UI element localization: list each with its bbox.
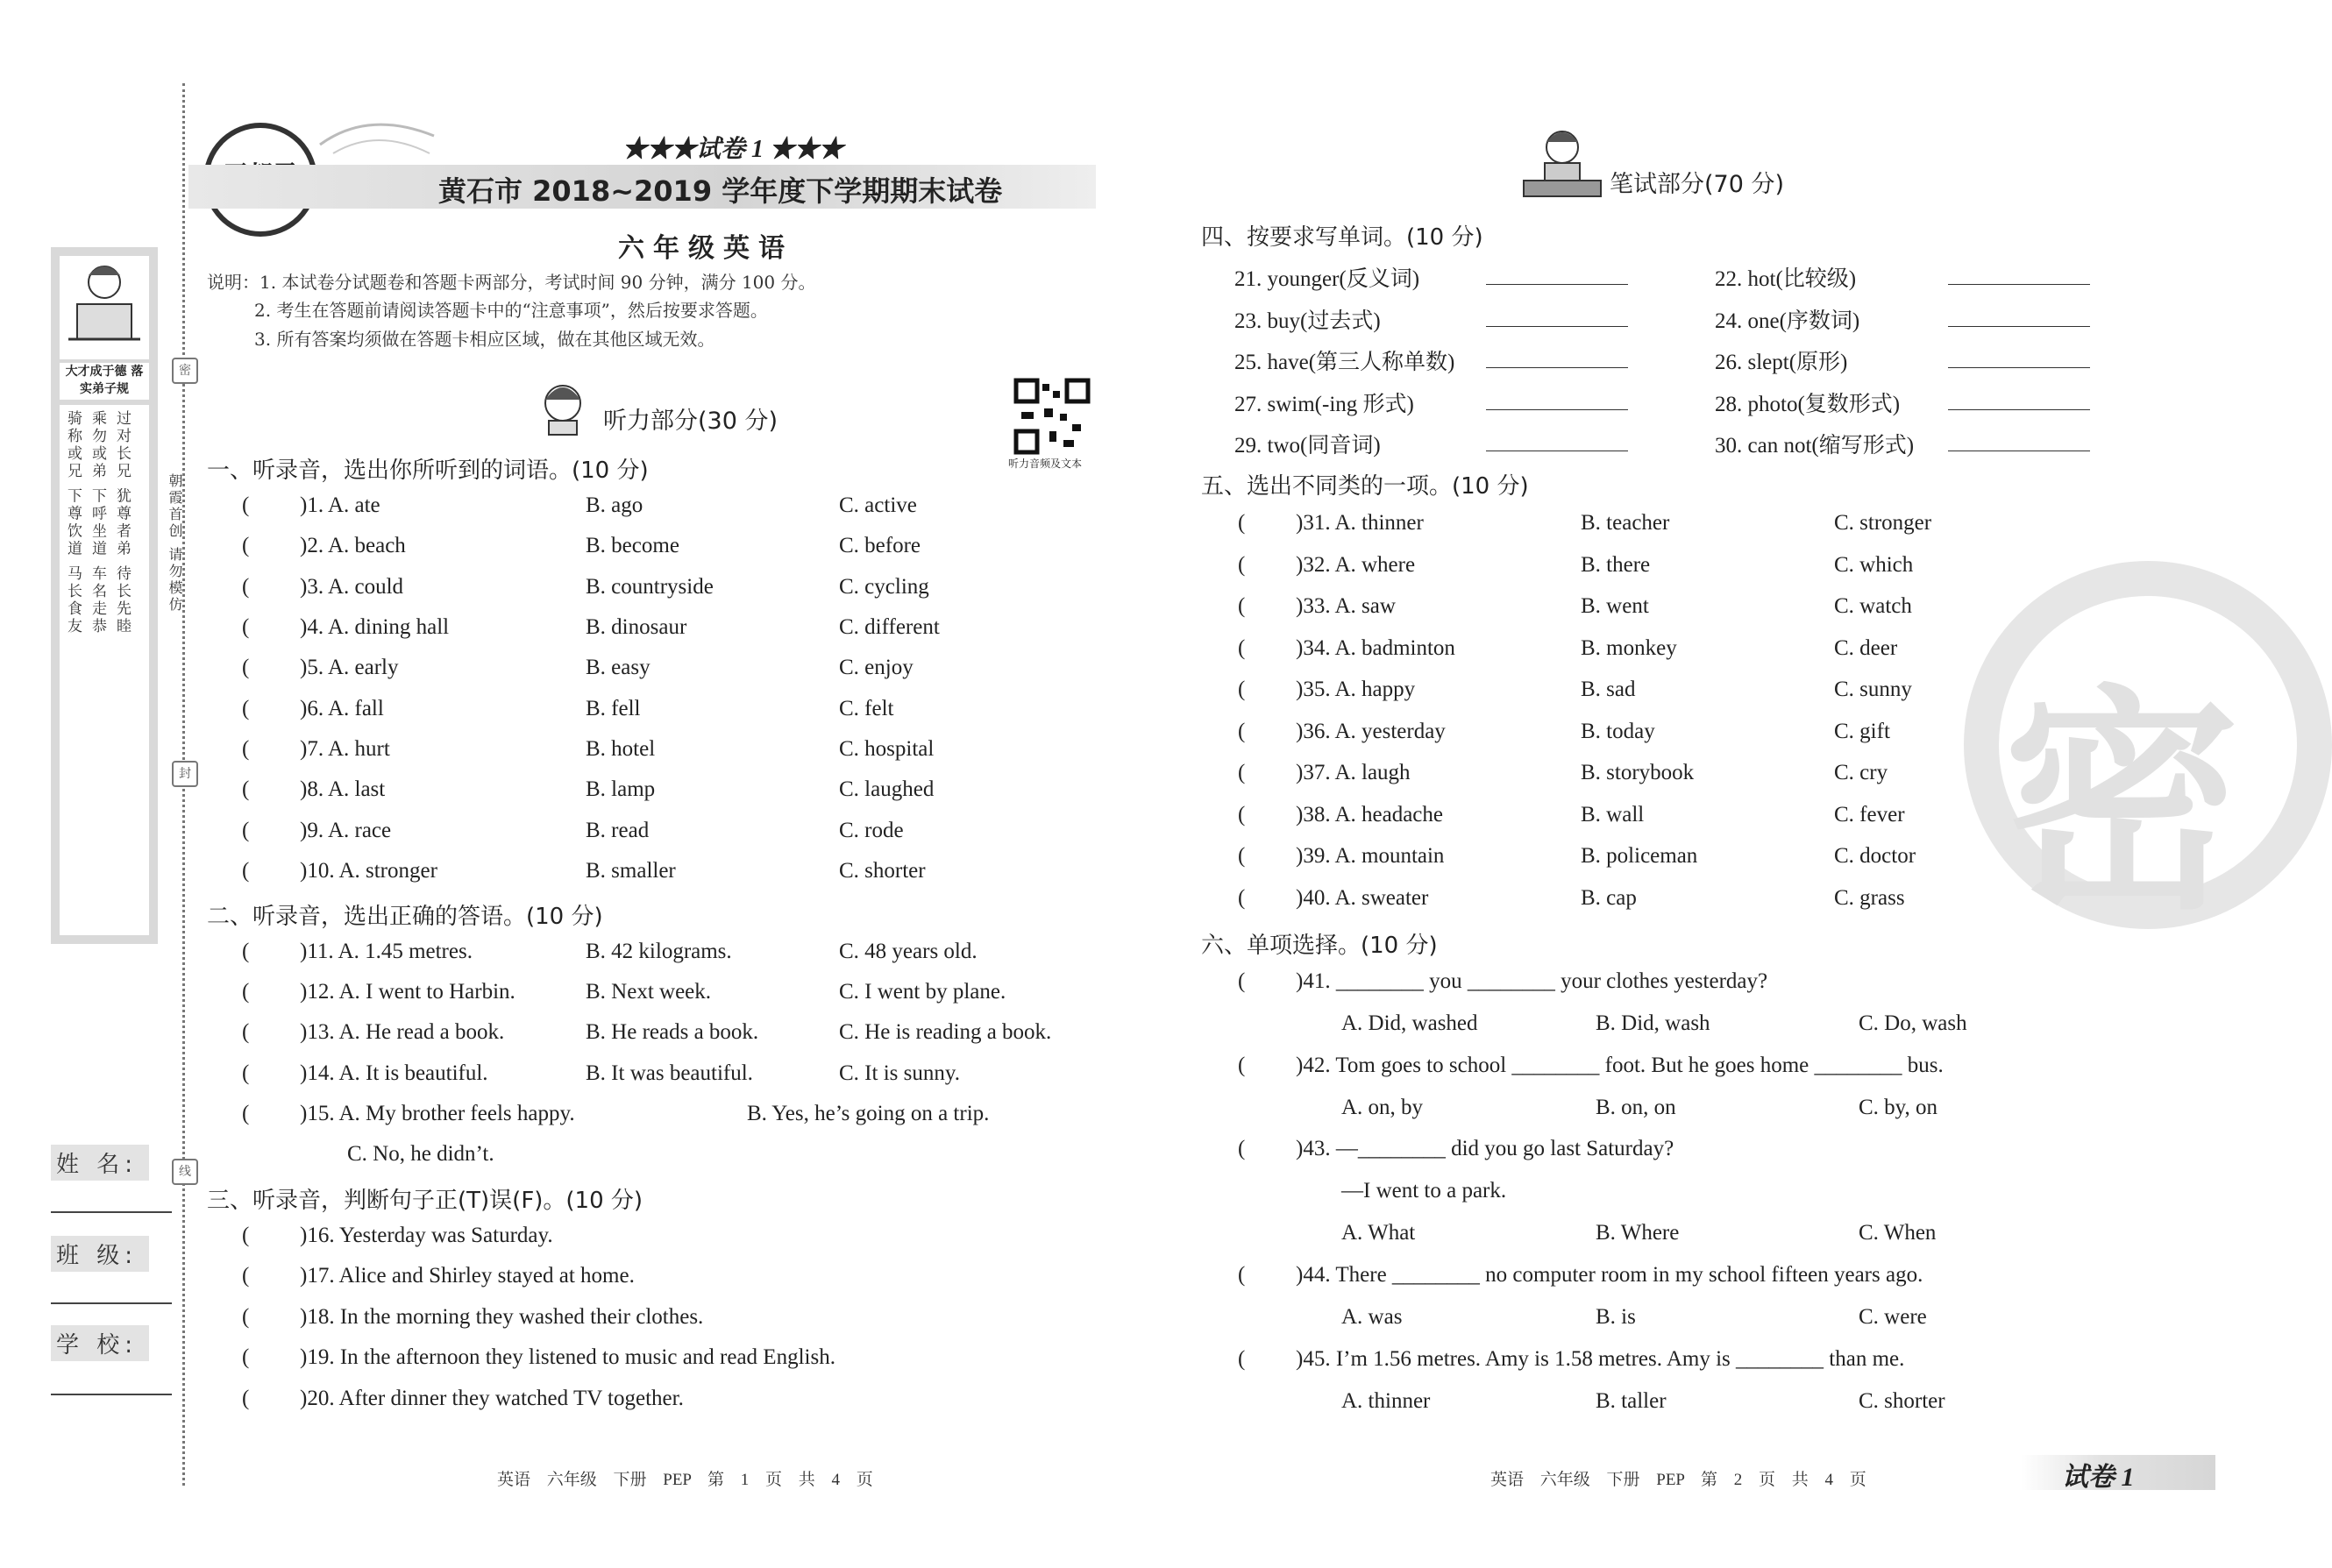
seal-mark-1: 密 xyxy=(172,358,198,384)
option-b[interactable]: B. on, on xyxy=(1596,1096,1676,1119)
option-b[interactable]: B. sad xyxy=(1581,678,1636,701)
option-b[interactable]: B. become xyxy=(586,534,679,557)
question-row[interactable]: ( )2. A. beach xyxy=(242,534,406,557)
option-b[interactable]: B. It was beautiful. xyxy=(586,1061,753,1085)
listening-title: 听力部分(30 分) xyxy=(603,408,779,435)
option-b[interactable]: B. is xyxy=(1596,1305,1636,1329)
option-c[interactable]: C. shorter xyxy=(839,859,926,883)
option-c[interactable]: C. deer xyxy=(1834,636,1898,660)
question-row[interactable]: ( )45. I’m 1.56 metres. Amy is 1.58 metres. Amy is ________ than me. xyxy=(1238,1347,1905,1371)
question-row[interactable]: ( )39. A. mountain xyxy=(1238,844,1445,868)
footer-left: 英语 六年级 下册 PEP 第 1 页 共 4 页 xyxy=(497,1471,873,1489)
question-row[interactable]: ( )43. —________ did you go last Saturday? xyxy=(1238,1137,1674,1160)
option-c[interactable]: C. laughed xyxy=(839,777,935,801)
option-b[interactable]: B. read xyxy=(586,819,650,842)
option-c[interactable]: C. I went by plane. xyxy=(839,980,1006,1004)
option-c[interactable]: C. gift xyxy=(1834,720,1890,743)
option-c[interactable]: C. shorter xyxy=(1859,1389,1945,1413)
school-line[interactable] xyxy=(51,1394,172,1395)
class-label: 班 级: xyxy=(51,1236,149,1272)
answer-blank[interactable] xyxy=(1948,409,2090,410)
question-row[interactable]: ( )9. A. race xyxy=(242,819,392,842)
question-row[interactable]: ( )42. Tom goes to school ________ foot. But he goes home ________ bus. xyxy=(1238,1054,1944,1077)
seal-mark-3: 线 xyxy=(172,1159,198,1185)
word-item: 29. two(同音词) xyxy=(1234,434,1381,458)
watermark-char: 密 xyxy=(2003,665,2240,941)
name-label: 姓 名: xyxy=(51,1145,149,1181)
option-c[interactable]: C. He is reading a book. xyxy=(839,1020,1052,1044)
option-b[interactable]: B. Yes, he’s going on a trip. xyxy=(747,1102,990,1125)
answer-blank[interactable] xyxy=(1486,409,1628,410)
motto-text: 大才成于德 落实弟子规 xyxy=(60,363,149,400)
girl-mascot-icon xyxy=(537,375,589,436)
option-c[interactable]: C. hospital xyxy=(839,737,935,761)
option-c[interactable]: C. active xyxy=(839,493,917,517)
statement-row[interactable]: ( )16. Yesterday was Saturday. xyxy=(242,1224,553,1247)
option-c[interactable]: C. grass xyxy=(1834,886,1905,910)
question-row[interactable]: ( )10. A. stronger xyxy=(242,859,437,883)
name-line[interactable] xyxy=(51,1211,172,1213)
option-a[interactable]: A. thinner xyxy=(1341,1389,1431,1413)
option-c[interactable]: C. fever xyxy=(1834,803,1905,827)
option-c[interactable]: C. cycling xyxy=(839,575,929,599)
question-row[interactable]: ( )7. A. hurt xyxy=(242,737,390,761)
writing-title: 笔试部分(70 分) xyxy=(1610,171,1785,198)
mascot-figure xyxy=(60,256,149,359)
section-4-title: 四、按要求写单词。(10 分) xyxy=(1201,224,1483,251)
option-c[interactable]: C. cry xyxy=(1834,761,1888,784)
option-b[interactable]: B. lamp xyxy=(586,777,656,801)
vertical-notice: 朝霞首创 请勿模仿 xyxy=(167,473,183,614)
option-b[interactable]: B. went xyxy=(1581,594,1649,618)
option-b[interactable]: B. 42 kilograms. xyxy=(586,940,732,963)
option-b[interactable]: B. teacher xyxy=(1581,511,1670,535)
dialogue-line: —I went to a park. xyxy=(1341,1179,1507,1203)
question-row[interactable]: ( )37. A. laugh xyxy=(1238,761,1411,784)
reading-kid-icon xyxy=(1518,123,1604,202)
word-item: 27. swim(-ing 形式) xyxy=(1234,393,1414,416)
note-2: 2. 考生在答题前请阅读答题卡中的“注意事项”，然后按要求答题。 xyxy=(254,300,768,321)
word-item: 21. younger(反义词) xyxy=(1234,267,1420,291)
option-c[interactable]: C. sunny xyxy=(1834,678,1912,701)
option-b[interactable]: B. taller xyxy=(1596,1389,1667,1413)
option-b[interactable]: B. hotel xyxy=(586,737,656,761)
answer-blank[interactable] xyxy=(1486,326,1628,327)
paper-tag: ★★★试卷 1 ★★★ xyxy=(622,136,844,163)
poem-column-1: 骑称或兄 下尊饮道 马长食友 xyxy=(64,410,82,635)
question-row[interactable]: ( )33. A. saw xyxy=(1238,594,1396,618)
word-item: 26. slept(原形) xyxy=(1715,351,1848,374)
question-row[interactable]: ( )11. A. 1.45 metres. xyxy=(242,940,473,963)
option-b[interactable]: B. He reads a book. xyxy=(586,1020,759,1044)
exam-title: 黄石市 2018~2019 学年度下学期期末试卷 xyxy=(438,174,1003,208)
option-b[interactable]: B. wall xyxy=(1581,803,1645,827)
poem-column-2: 乘勿或弟 下呼坐道 车名走恭 xyxy=(89,410,106,635)
poem-column-3: 过对长兄 犹尊者弟 待长先睦 xyxy=(113,410,131,635)
word-item: 25. have(第三人称单数) xyxy=(1234,351,1455,374)
option-c[interactable]: C. which xyxy=(1834,553,1914,577)
answer-blank[interactable] xyxy=(1948,284,2090,285)
option-b[interactable]: B. there xyxy=(1581,553,1651,577)
option-a[interactable]: A. on, by xyxy=(1341,1096,1424,1119)
boy-mascot-icon xyxy=(60,256,149,359)
word-item: 23. buy(过去式) xyxy=(1234,309,1381,333)
section-1-title: 一、听录音，选出你所听到的词语。(10 分) xyxy=(207,458,649,484)
statement-row[interactable]: ( )17. Alice and Shirley stayed at home. xyxy=(242,1264,635,1288)
option-c[interactable]: C. Do, wash xyxy=(1859,1011,1967,1035)
option-b[interactable]: B. easy xyxy=(586,656,651,679)
note-3: 3. 所有答案均须做在答题卡相应区域，做在其他区域无效。 xyxy=(254,329,715,350)
word-item: 30. can not(缩写形式) xyxy=(1715,434,1915,458)
option-b[interactable]: B. countryside xyxy=(586,575,714,599)
question-row[interactable]: ( )15. A. My brother feels happy. xyxy=(242,1102,575,1125)
section-6-title: 六、单项选择。(10 分) xyxy=(1201,933,1438,959)
question-row[interactable]: ( )4. A. dining hall xyxy=(242,615,450,639)
answer-blank[interactable] xyxy=(1948,326,2090,327)
section-3-title: 三、听录音，判断句子正(T)误(F)。(10 分) xyxy=(207,1188,643,1214)
option-c[interactable]: C. No, he didn’t. xyxy=(347,1142,494,1166)
word-item: 22. hot(比较级) xyxy=(1715,267,1857,291)
question-row[interactable]: ( )31. A. thinner xyxy=(1238,511,1424,535)
option-b[interactable]: B. policeman xyxy=(1581,844,1698,868)
option-a[interactable]: A. Did, washed xyxy=(1341,1011,1478,1035)
option-c[interactable]: C. by, on xyxy=(1859,1096,1938,1119)
footer-paper-tag: 试卷 1 xyxy=(2062,1463,2135,1492)
class-line[interactable] xyxy=(51,1302,172,1304)
option-b[interactable]: B. today xyxy=(1581,720,1655,743)
word-item: 24. one(序数词) xyxy=(1715,309,1860,333)
question-row[interactable]: ( )13. A. He read a book. xyxy=(242,1020,505,1044)
question-row[interactable]: ( )41. ________ you ________ your clothes yesterday? xyxy=(1238,969,1768,993)
option-b[interactable]: B. monkey xyxy=(1581,636,1677,660)
section-2-title: 二、听录音，选出正确的答语。(10 分) xyxy=(207,904,603,930)
option-c[interactable]: C. enjoy xyxy=(839,656,914,679)
option-b[interactable]: B. smaller xyxy=(586,859,676,883)
option-b[interactable]: B. Where xyxy=(1596,1221,1680,1245)
option-c[interactable]: C. doctor xyxy=(1834,844,1916,868)
answer-blank[interactable] xyxy=(1486,367,1628,368)
question-row[interactable]: ( )35. A. happy xyxy=(1238,678,1416,701)
footer-right: 英语 六年级 下册 PEP 第 2 页 共 4 页 xyxy=(1490,1471,1866,1489)
option-b[interactable]: B. dinosaur xyxy=(586,615,687,639)
question-row[interactable]: ( )3. A. could xyxy=(242,575,404,599)
question-row[interactable]: ( )44. There ________ no computer room in my school fifteen years ago. xyxy=(1238,1263,1923,1287)
sidebar-motto-box xyxy=(51,247,158,944)
question-row[interactable]: ( )12. A. I went to Harbin. xyxy=(242,980,515,1004)
question-row[interactable]: ( )6. A. fall xyxy=(242,697,384,720)
statement-row[interactable]: ( )19. In the afternoon they listened to music and read English. xyxy=(242,1345,835,1369)
option-c[interactable]: C. When xyxy=(1859,1221,1937,1245)
option-c[interactable]: C. were xyxy=(1859,1305,1927,1329)
seal-mark-2: 封 xyxy=(172,761,198,787)
answer-blank[interactable] xyxy=(1948,367,2090,368)
qr-caption: 听力音频及文本 xyxy=(1008,458,1083,470)
statement-row[interactable]: ( )18. In the morning they washed their clothes. xyxy=(242,1305,704,1329)
ribbon-decoration-icon xyxy=(316,110,438,162)
option-c[interactable]: C. felt xyxy=(839,697,894,720)
option-a[interactable]: A. was xyxy=(1341,1305,1403,1329)
answer-blank[interactable] xyxy=(1486,284,1628,285)
question-row[interactable]: ( )8. A. last xyxy=(242,777,386,801)
question-row[interactable]: ( )34. A. badminton xyxy=(1238,636,1455,660)
note-1: 说明：1. 本试卷分试题卷和答题卡两部分，考试时间 90 分钟，满分 100 分。 xyxy=(207,272,816,293)
poem-panel xyxy=(60,405,149,935)
option-c[interactable]: C. stronger xyxy=(1834,511,1932,535)
question-row[interactable]: ( )1. A. ate xyxy=(242,493,380,517)
exam-subtitle: 六年级英语 xyxy=(618,233,793,264)
question-row[interactable]: ( )38. A. headache xyxy=(1238,803,1443,827)
option-c[interactable]: C. watch xyxy=(1834,594,1912,618)
question-row[interactable]: ( )14. A. It is beautiful. xyxy=(242,1061,488,1085)
question-row[interactable]: ( )40. A. sweater xyxy=(1238,886,1429,910)
option-b[interactable]: B. Did, wash xyxy=(1596,1011,1710,1035)
question-row[interactable]: ( )32. A. where xyxy=(1238,553,1416,577)
section-5-title: 五、选出不同类的一项。(10 分) xyxy=(1201,473,1529,500)
option-b[interactable]: B. ago xyxy=(586,493,643,517)
word-item: 28. photo(复数形式) xyxy=(1715,393,1901,416)
option-b[interactable]: B. cap xyxy=(1581,886,1637,910)
option-c[interactable]: C. 48 years old. xyxy=(839,940,978,963)
question-row[interactable]: ( )36. A. yesterday xyxy=(1238,720,1446,743)
option-c[interactable]: C. rode xyxy=(839,819,904,842)
option-c[interactable]: C. It is sunny. xyxy=(839,1061,960,1085)
school-label: 学 校: xyxy=(51,1325,149,1361)
option-a[interactable]: A. What xyxy=(1341,1221,1416,1245)
qr-code-icon[interactable] xyxy=(1014,379,1090,454)
option-b[interactable]: B. Next week. xyxy=(586,980,712,1004)
option-c[interactable]: C. before xyxy=(839,534,921,557)
option-b[interactable]: B. fell xyxy=(586,697,641,720)
option-c[interactable]: C. different xyxy=(839,615,940,639)
statement-row[interactable]: ( )20. After dinner they watched TV together. xyxy=(242,1387,684,1410)
option-b[interactable]: B. storybook xyxy=(1581,761,1695,784)
question-row[interactable]: ( )5. A. early xyxy=(242,656,399,679)
